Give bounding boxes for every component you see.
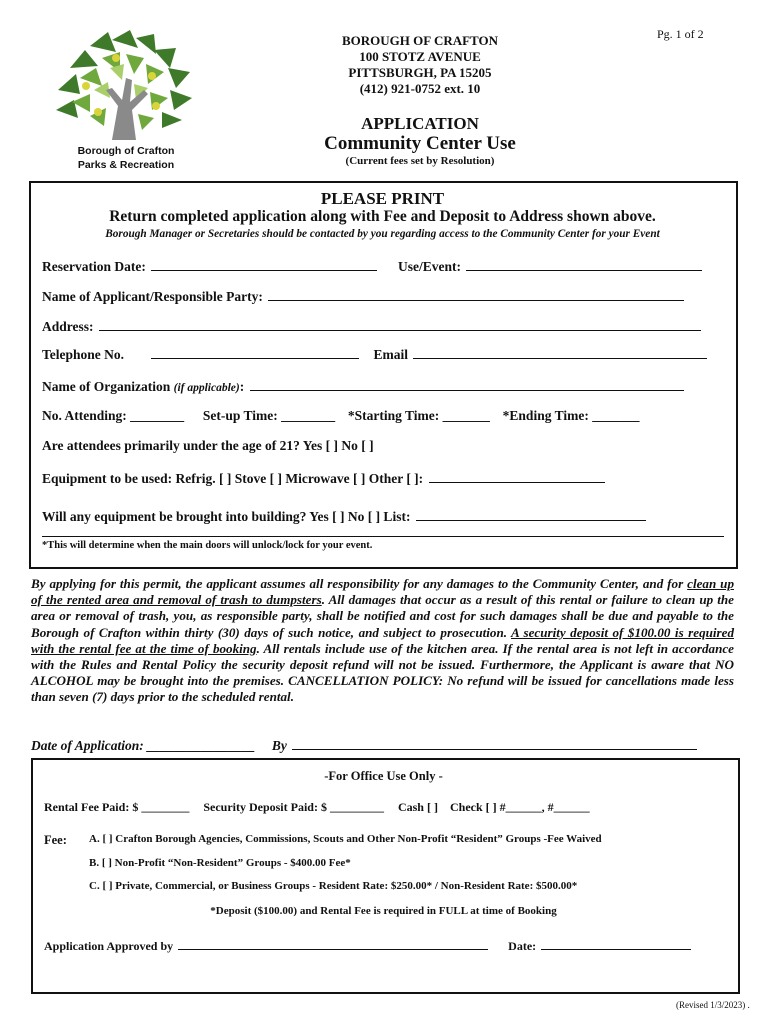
starting-time-field[interactable]: *Starting Time: _______ (347, 408, 490, 423)
application-date-field[interactable]: Date of Application: ________________ (31, 738, 256, 753)
org-name: BOROUGH OF CRAFTON (341, 33, 498, 48)
payment-row (44, 800, 590, 815)
cash-checkbox[interactable]: Cash [ ] (397, 800, 438, 814)
applicant-row (42, 286, 686, 305)
telephone-row (42, 344, 709, 363)
equipment-other-field[interactable] (429, 468, 605, 483)
age-question[interactable]: Are attendees primarily under the age of 21? Yes [ ] No [ ] (42, 438, 374, 453)
city-state-zip: PITTSBURGH, PA 15205 (348, 65, 492, 80)
reservation-row (42, 256, 704, 275)
approval-date-field[interactable] (541, 937, 691, 950)
fee-option-a[interactable]: A. [ ] Crafton Borough Agencies, Commissions, Scouts and Other Non-Profit “Resident” Groups -Fee Waived (89, 833, 602, 845)
please-print-heading: PLEASE PRINT (320, 189, 445, 208)
security-deposit-field[interactable]: Security Deposit Paid: $ _________ (203, 800, 384, 814)
terms-paragraph (31, 576, 734, 706)
reservation-date-field[interactable] (151, 256, 377, 271)
use-event-label: Use/Event: (397, 259, 461, 274)
telephone-label: Telephone No. (42, 347, 125, 362)
organization-label: Name of Organization (42, 379, 171, 394)
equipment-row (42, 468, 607, 487)
rental-fee-field[interactable]: Rental Fee Paid: $ ________ (44, 800, 190, 814)
terms-part-2: . All damages that occur as a result of this rental or failure to clean up the area or removal of trash, you, as responsible party, shall be notified and cost for such damages shall be due and payable to the Borough of Crafton within thirty (30) days of such notice, and subject to prosecution. (31, 592, 734, 640)
office-use-box (31, 758, 740, 994)
ending-time-field[interactable]: *Ending Time: _______ (502, 408, 640, 423)
fee-option-b[interactable]: B. [ ] Non-Profit “Non-Resident” Groups - $400.00 Fee* (89, 857, 351, 869)
revision-note: (Revised 1/3/2023) . (676, 1000, 750, 1010)
by-label: By (271, 738, 287, 753)
terms-cleanup-underlined: clean up of the rented area and removal of trash to dumpsters (31, 576, 734, 608)
fees-note: (Current fees set by Resolution) (345, 155, 495, 167)
approval-date-label: Date: (508, 939, 537, 953)
email-label: Email (373, 347, 409, 362)
terms-part-1: By applying for this permit, the applicant assumes all responsibility for any damages to the Community Center, and for (31, 576, 688, 591)
bring-equipment-row (42, 506, 648, 525)
tree-icon (50, 28, 200, 143)
approval-row (44, 937, 693, 954)
use-event-field[interactable] (466, 256, 702, 271)
application-label: APPLICATION (361, 114, 479, 133)
check-checkbox[interactable]: Check [ ] #______, #______ (449, 800, 590, 814)
page-number: Pg. 1 of 2 (657, 27, 704, 41)
age-question-row (42, 438, 374, 454)
borough-address-block (290, 33, 550, 97)
approved-by-label: Application Approved by (44, 939, 174, 953)
logo-caption-line-1: Borough of Crafton (77, 145, 175, 157)
times-row (42, 408, 639, 424)
setup-time-field[interactable]: Set-up Time: ________ (202, 408, 336, 423)
terms-deposit-underlined: A security deposit of $100.00 is required with the rental fee at the time of booking (31, 624, 734, 656)
address-row (42, 316, 703, 335)
street-address: 100 STOTZ AVENUE (359, 49, 481, 64)
applicant-field[interactable] (268, 286, 684, 301)
equipment-list-field[interactable] (416, 506, 646, 521)
address-field[interactable] (99, 316, 701, 331)
address-label: Address: (42, 319, 94, 334)
no-attending-field[interactable]: No. Attending: ________ (42, 408, 185, 423)
equipment-options[interactable]: Equipment to be used: Refrig. [ ] Stove [ ] Microwave [ ] Other [ ]: (42, 471, 424, 486)
signature-row (31, 735, 699, 754)
terms-part-3: . All rentals include use of the kitchen area. If the rental area is not left in accordance with the Rules and Rental Policy the security deposit refund will not be issued. Furthermore, the Applicant is aware that NO ALCOHOL may be brought into the premises. CANCELLATION POLICY: No refund will be issued for cancellations made less than seven (7) days prior to the scheduled rental. (31, 640, 734, 705)
deposit-note: *Deposit ($100.00) and Rental Fee is required in FULL at time of Booking (210, 905, 557, 917)
doors-note: *This will determine when the main doors will unlock/lock for your event. (42, 540, 373, 551)
logo-caption (62, 144, 190, 172)
approved-by-field[interactable] (178, 937, 488, 950)
return-instructions: Return completed application along with Fee and Deposit to Address shown above. (109, 208, 656, 225)
borough-logo (50, 28, 200, 143)
office-use-heading: -For Office Use Only - (324, 769, 443, 783)
logo-caption-line-2: Parks & Recreation (77, 159, 175, 171)
signature-field[interactable] (292, 735, 697, 750)
contact-instructions: Borough Manager or Secretaries should be contacted by you regarding access to the Community Center for your Event (105, 228, 660, 240)
reservation-date-label: Reservation Date: (42, 259, 146, 274)
organization-row: Name of Organization (if applicable): (42, 376, 686, 395)
fee-option-c[interactable]: C. [ ] Private, Commercial, or Business Groups - Resident Rate: $250.00* / Non-Resident Rate: $500.00* (89, 880, 578, 892)
equipment-list-line-2[interactable] (42, 536, 724, 537)
bring-equipment-question[interactable]: Will any equipment be brought into building? Yes [ ] No [ ] List: (42, 509, 411, 524)
phone-number: (412) 921-0752 ext. 10 (359, 81, 481, 96)
organization-note: (if applicable) (173, 382, 240, 394)
email-field[interactable] (413, 344, 707, 359)
applicant-label: Name of Applicant/Responsible Party: (42, 289, 263, 304)
organization-field[interactable] (250, 376, 684, 391)
fee-label: Fee: (44, 833, 67, 847)
telephone-field[interactable] (151, 344, 359, 359)
application-title: Community Center Use (324, 133, 516, 154)
